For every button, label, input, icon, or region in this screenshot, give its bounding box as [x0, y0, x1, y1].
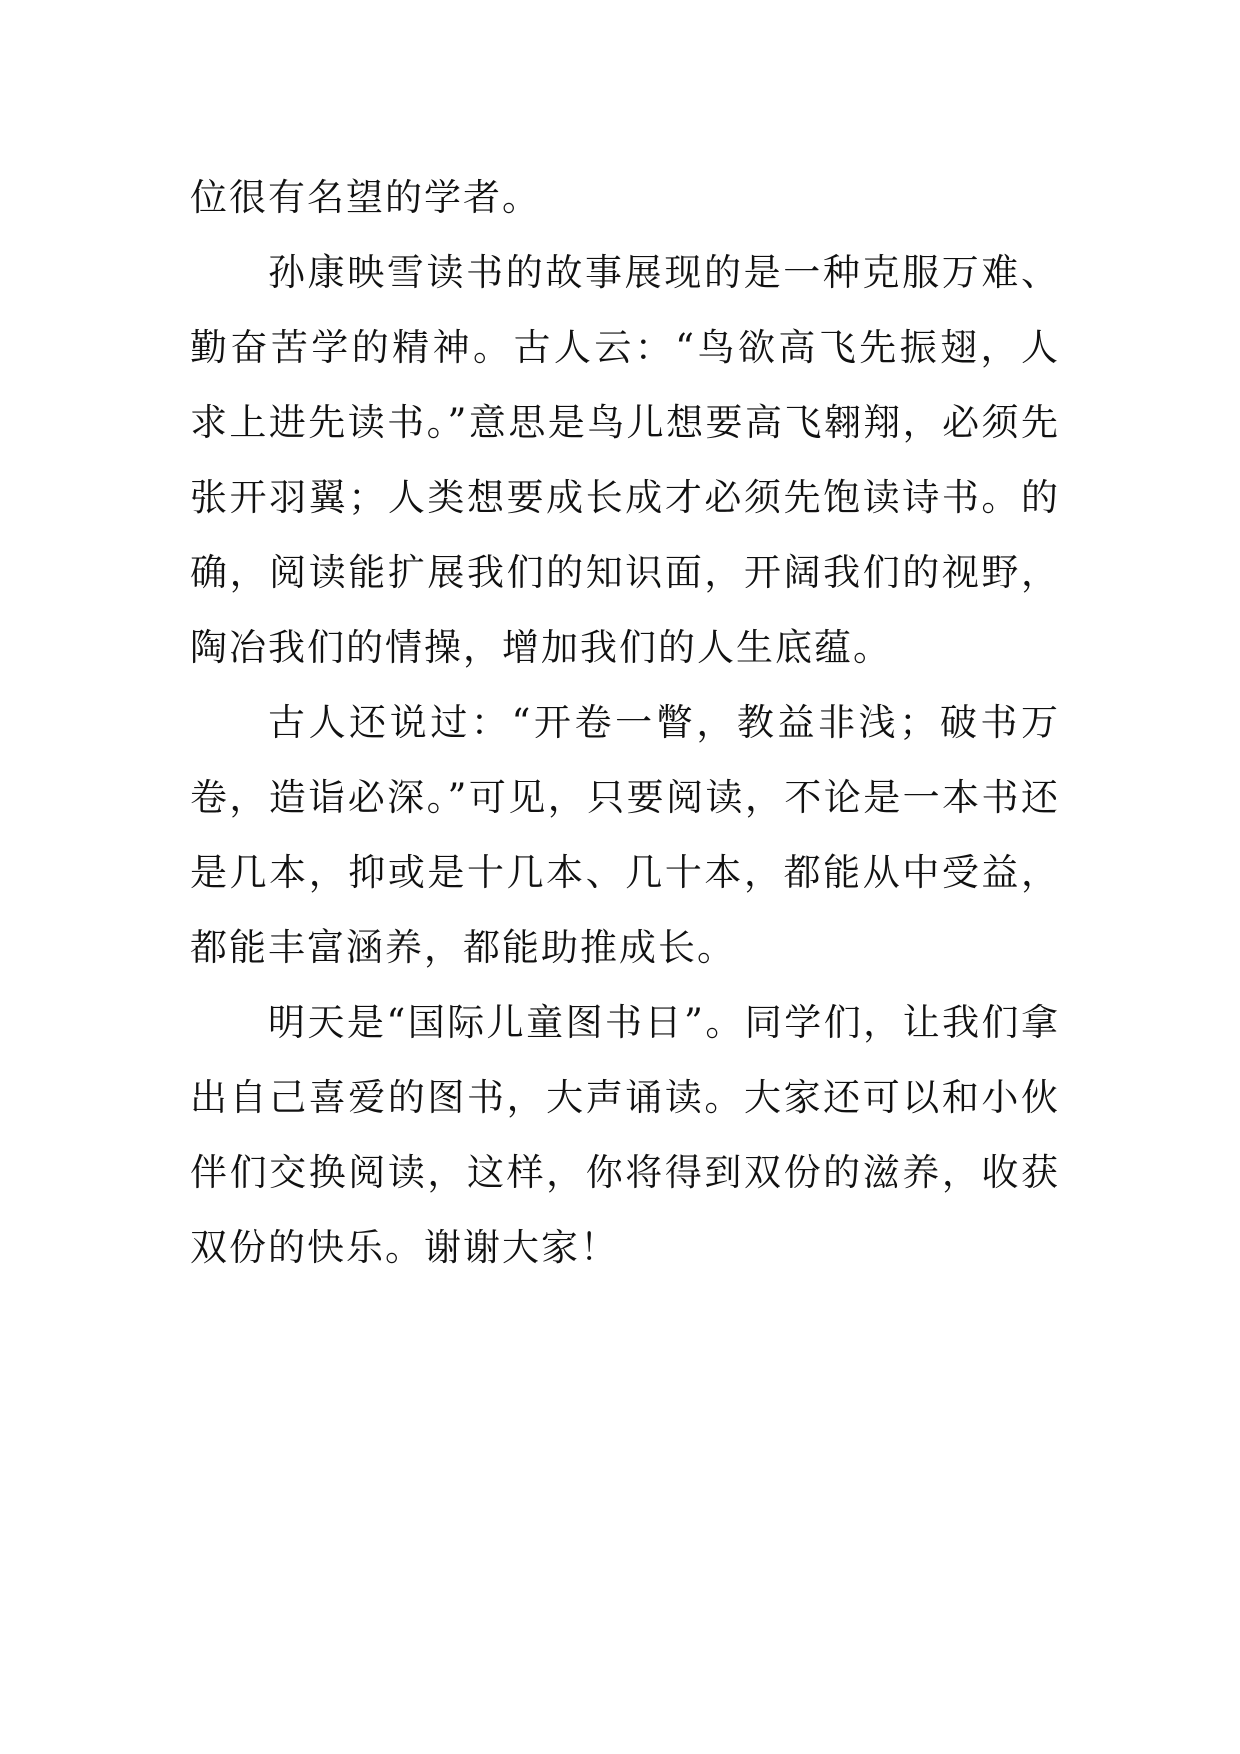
document-body [190, 160, 1060, 1285]
paragraph-ancient-saying: 古人还说过：“开卷一瞥，教益非浅；破书万卷，造诣必深。”可见，只要阅读，不论是一本书还是几本，抑或是十几本、几十本，都能从中受益，都能丰富涵养，都能助推成长。 [190, 701, 1060, 969]
paragraph-book-day: 明天是“国际儿童图书日”。同学们，让我们拿出自己喜爱的图书，大声诵读。大家还可以和小伙伴们交换阅读，这样，你将得到双份的滋养，收获双份的快乐。谢谢大家！ [190, 1001, 1060, 1269]
paragraph-sun-kang-story: 孙康映雪读书的故事展现的是一种克服万难、勤奋苦学的精神。古人云：“鸟欲高飞先振翅，人求上进先读书。”意思是鸟儿想要高飞翱翔，必须先张开羽翼；人类想要成长成才必须先饱读诗书。的确，阅读能扩展我们的知识面，开阔我们的视野，陶冶我们的情操，增加我们的人生底蕴。 [190, 251, 1060, 669]
paragraph-continuation: 位很有名望的学者。 [190, 176, 541, 219]
